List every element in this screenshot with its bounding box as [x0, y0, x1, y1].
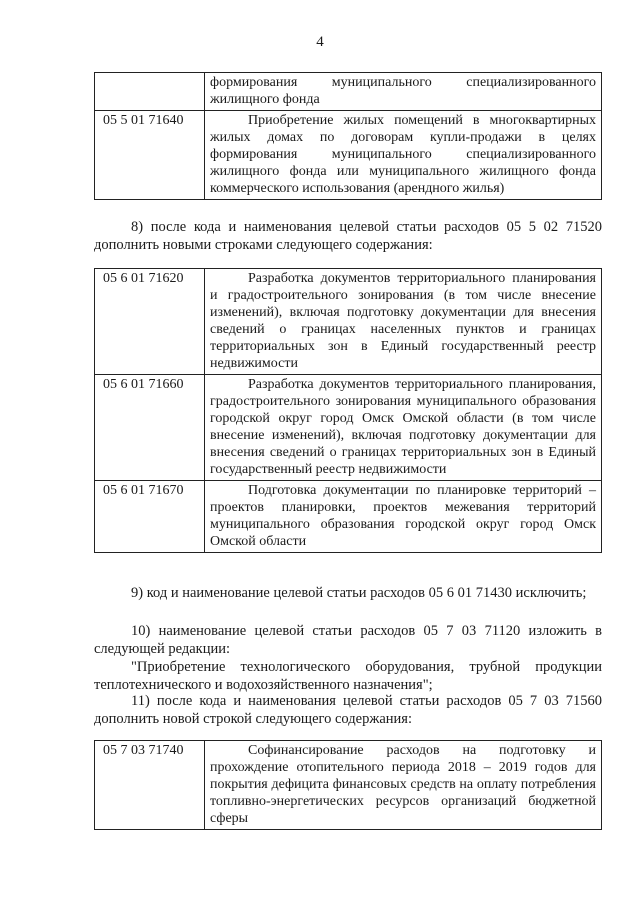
paragraph-10-quote: "Приобретение технологического оборудования, трубной продукции теплотехнического и водохозяйственного назначения";: [94, 659, 602, 693]
codes-table-2: [94, 268, 602, 553]
row-code: 05 7 03 71740: [95, 741, 205, 830]
row-description: формирования муниципального специализированного жилищного фонда: [205, 73, 602, 111]
row-description: Софинансирование расходов на подготовку и прохождение отопительного периода 2018 – 2019 годов для покрытия дефицита финансовых средств на оплату потребления топливно-энергетических ресурсов организаций бюджетной сферы: [205, 741, 602, 830]
row-description: Приобретение жилых помещений в многоквартирных жилых домах по договорам купли-продажи в целях формирования муниципального специализированного жилищного фонда или муниципального жилищного фонда коммерческого использования (арендного жилья): [205, 111, 602, 200]
codes-table-1: [94, 72, 602, 200]
row-code: 05 6 01 71670: [95, 481, 205, 553]
paragraph-10-block: [94, 622, 602, 694]
row-description: Разработка документов территориального планирования, градостроительного зонирования муниципального образования городской округ город Омск Омской области (в том числе внесение изменений), включая подготовку документации для внесения сведений о границах территориальных зон в Единый государственный реестр недвижимости: [205, 375, 602, 481]
codes-table-3: [94, 740, 602, 830]
paragraph-11: 11) после кода и наименования целевой статьи расходов 05 7 03 71560 дополнить новой строкой следующего содержания:: [94, 693, 602, 727]
table-row: [95, 73, 602, 111]
row-description: Разработка документов территориального планирования и градостроительного зонирования (в том числе внесение изменений), включая подготовку документации для внесения сведений о границах населенных пунктов и границах территориальных зон в Единый государственный реестр недвижимости: [205, 269, 602, 375]
table-row: [95, 481, 602, 553]
paragraph-8: 8) после кода и наименования целевой статьи расходов 05 5 02 71520 дополнить новыми строками следующего содержания:: [94, 219, 602, 253]
row-code: 05 6 01 71620: [95, 269, 205, 375]
row-code: 05 6 01 71660: [95, 375, 205, 481]
paragraph-10: 10) наименование целевой статьи расходов 05 7 03 71120 изложить в следующей редакции:: [94, 623, 602, 657]
table-row: [95, 375, 602, 481]
row-code: [95, 73, 205, 111]
table-row: [95, 269, 602, 375]
paragraph-9: 9) код и наименование целевой статьи расходов 05 6 01 71430 исключить;: [131, 585, 587, 601]
row-code: 05 5 01 71640: [95, 111, 205, 200]
table-row: [95, 111, 602, 200]
table-row: [95, 741, 602, 830]
row-description: Подготовка документации по планировке территорий – проектов планировки, проектов межевания территорий муниципального образования городской округ город Омск Омской области: [205, 481, 602, 553]
page-number: 4: [316, 34, 324, 50]
